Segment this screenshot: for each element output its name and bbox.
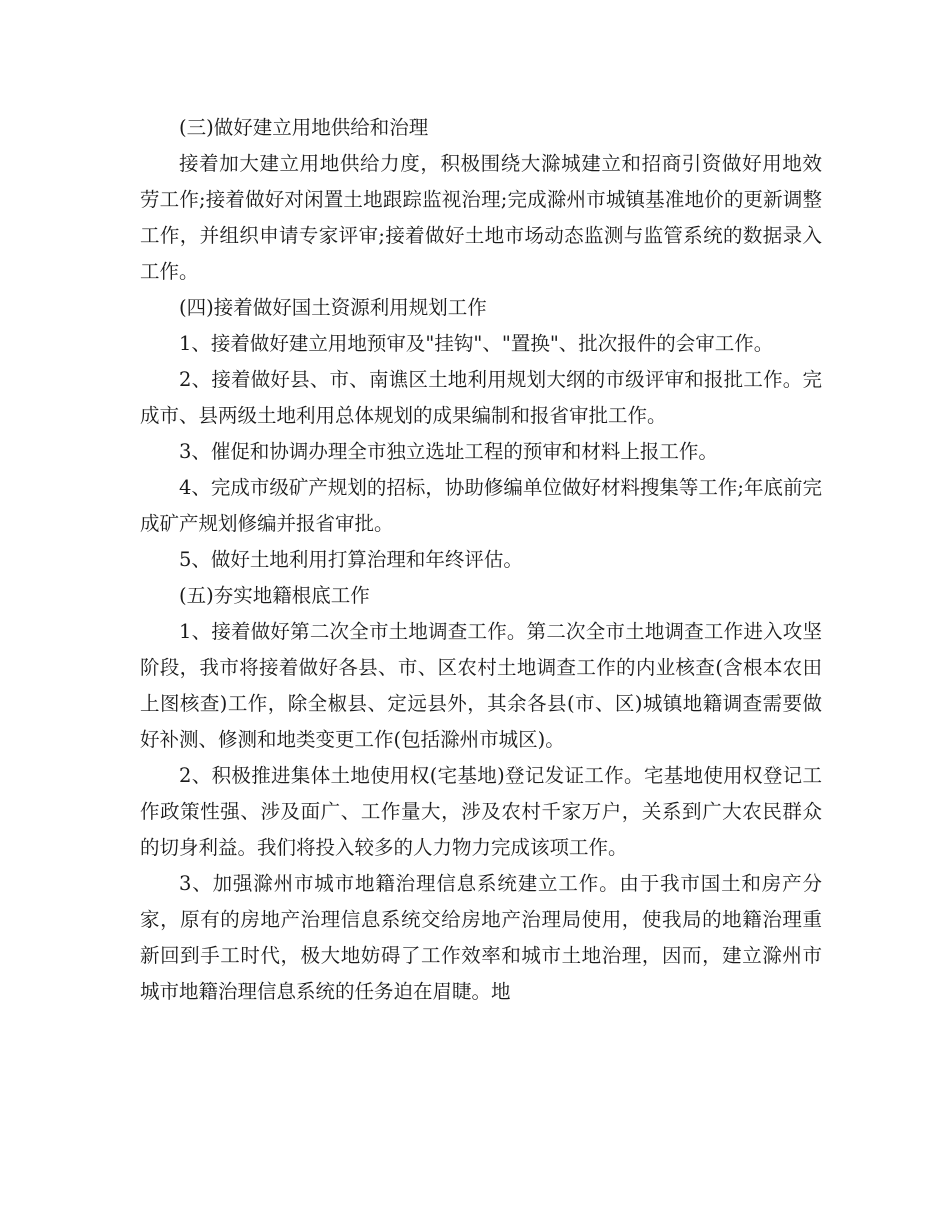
list-item: 4、完成市级矿产规划的招标，协助修编单位做好材料搜集等工作;年底前完成矿产规划修编并报省审批。 <box>140 476 822 535</box>
list-item: 3、催促和协调办理全市独立选址工程的预审和材料上报工作。 <box>179 440 718 463</box>
section-heading-5: (五)夯实地籍根底工作 <box>179 584 370 607</box>
list-item: 2、积极推进集体土地使用权(宅基地)登记发证工作。宅基地使用权登记工作政策性强、涉及面广、工作量大，涉及农村千家万户，关系到广大农民群众的切身利益。我们将投入较多的人力物力完成该项工作。 <box>140 764 822 859</box>
section-heading-4: (四)接着做好国土资源利用规划工作 <box>179 296 487 319</box>
list-item: 5、做好土地利用打算治理和年终评估。 <box>179 548 523 571</box>
section-heading-3: (三)做好建立用地供给和治理 <box>179 116 429 139</box>
list-item: 1、接着做好第二次全市土地调查工作。第二次全市土地调查工作进入攻坚阶段，我市将接着做好各县、市、区农村土地调查工作的内业核查(含根本农田上图核查)工作，除全椒县、定远县外，其余各县(市、区)城镇地籍调查需要做好补测、修测和地类变更工作(包括滁州市城区)。 <box>140 620 822 751</box>
paragraph: 接着加大建立用地供给力度，积极围绕大滁城建立和招商引资做好用地效劳工作;接着做好对闲置土地跟踪监视治理;完成滁州市城镇基准地价的更新调整工作，并组织申请专家评审;接着做好土地市场动态监测与监管系统的数据录入工作。 <box>140 152 822 283</box>
list-item: 3、加强滁州市城市地籍治理信息系统建立工作。由于我市国土和房产分家，原有的房地产治理信息系统交给房地产治理局使用，使我局的地籍治理重新回到手工时代，极大地妨碍了工作效率和城市土地治理，因而，建立滁州市城市地籍治理信息系统的任务迫在眉睫。地 <box>140 872 822 1003</box>
list-item: 2、接着做好县、市、南谯区土地利用规划大纲的市级评审和报批工作。完成市、县两级土地利用总体规划的成果编制和报省审批工作。 <box>140 368 822 427</box>
list-item: 1、接着做好建立用地预审及"挂钩"、"置换"、批次报件的会审工作。 <box>179 332 774 355</box>
document-body <box>140 110 822 1010</box>
